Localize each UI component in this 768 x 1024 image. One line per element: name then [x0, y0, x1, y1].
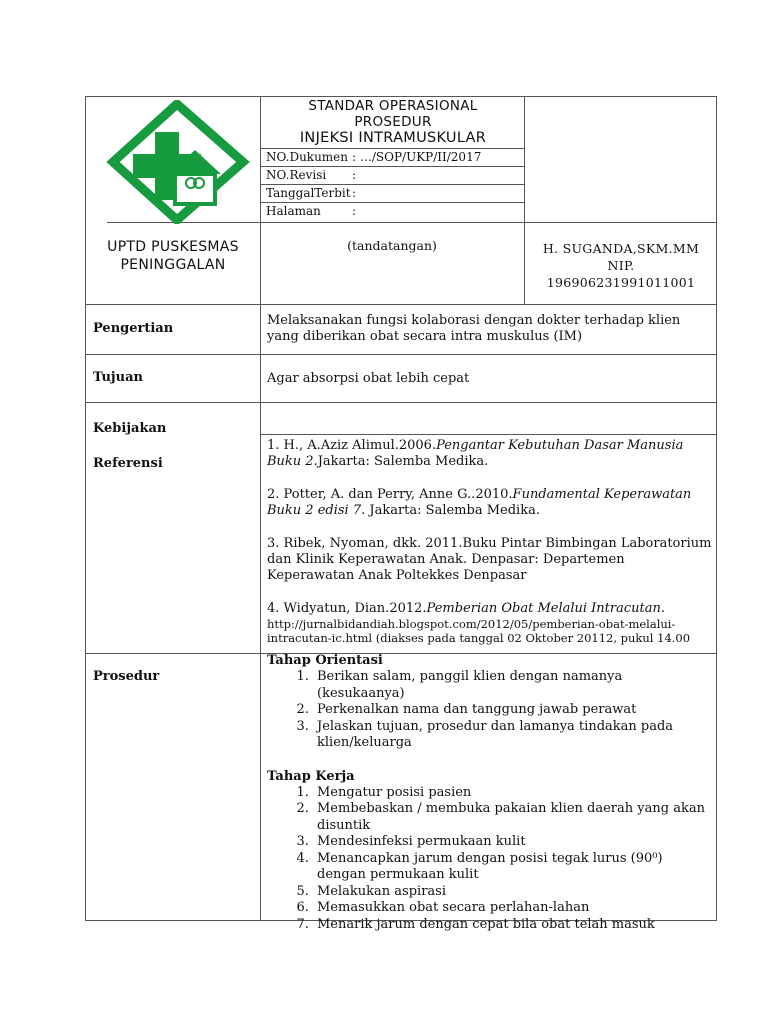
org-name-line1: UPTD PUSKESMAS: [107, 239, 239, 255]
column-divider-left: [260, 96, 261, 921]
signatory-name: H. SUGANDA,SKM.MM: [542, 241, 700, 256]
label-referensi: Referensi: [93, 456, 163, 471]
list-item: 6. Memasukkan obat secara perlahan-lahan: [313, 900, 713, 917]
list-kerja: [267, 785, 713, 934]
meta-row-line: [260, 166, 524, 167]
header-bottom-line: [85, 304, 717, 305]
list-item: 3. Jelaskan tujuan, prosedur dan lamanya tindakan pada klien/keluarga: [313, 719, 713, 752]
list-item: 1. Berikan salam, panggil klien dengan namanya (kesukaanya): [313, 669, 713, 702]
label-prosedur: Prosedur: [93, 669, 160, 684]
list-orientasi: [267, 669, 713, 752]
list-item: 4. Menancapkan jarum dengan posisi tegak lurus (90⁰) dengan permukaan kulit: [313, 851, 713, 884]
puskesmas-cross-house-logo-icon: [105, 100, 250, 224]
referensi-list: [267, 438, 713, 645]
reference-item: 3. Ribek, Nyoman, dkk. 2011.Buku Pintar Bimbingan Laboratorium dan Klinik Keperawatan Anak. Denpasar: Departemen Keperawatan Anak Poltekkes Denpasar: [267, 536, 712, 583]
document-title: STANDAR OPERASIONAL PROSEDUR INJEKSI INTRAMUSKULAR: [299, 98, 487, 146]
heading-tahap-kerja: Tahap Kerja: [267, 768, 355, 784]
text-pengertian: Melaksanakan fungsi kolaborasi dengan dokter terhadap klien yang diberikan obat secara intra muskulus (IM): [267, 313, 681, 344]
heading-tahap-orientasi: Tahap Orientasi: [267, 653, 383, 668]
meta-row-line: [260, 202, 524, 203]
column-divider-right: [524, 96, 525, 304]
signatory-nip-label: NIP.: [607, 258, 635, 273]
meta-row-line: [260, 184, 524, 185]
text-tujuan: Agar absorpsi obat lebih cepat: [267, 371, 470, 386]
row-line-pengertian: [85, 354, 717, 355]
org-name-line2: PENINGGALAN: [120, 257, 226, 273]
list-item: 7. Menarik jarum dengan cepat bila obat telah masuk: [313, 917, 713, 934]
meta-tanggal-terbit: TanggalTerbit:: [266, 186, 357, 200]
meta-no-revisi: NO.Revisi :: [266, 168, 357, 182]
signature-placeholder: (tandatangan): [347, 238, 437, 253]
list-item: 5. Melakukan aspirasi: [313, 884, 713, 901]
list-item: 2. Perkenalkan nama dan tanggung jawab perawat: [313, 702, 713, 719]
list-item: 3. Mendesinfeksi permukaan kulit: [313, 834, 713, 851]
meta-row-line: [260, 148, 524, 149]
signatory-block: [526, 240, 716, 291]
reference-item: 4. Widyatun, Dian.2012.Pemberian Obat Melalui Intracutan. http://jurnalbidandiah.blogspot.com/2012/05/pemberian-obat-melalui-intracutan-ic.html (diakses pada tanggal 02 Oktober 20112, pukul 14.00: [267, 601, 713, 645]
label-tujuan: Tujuan: [93, 370, 143, 385]
prosedur-content: [267, 653, 713, 933]
reference-item: 1. H., A.Aziz Alimul.2006.Pengantar Kebutuhan Dasar Manusia Buku 2.Jakarta: Salemba Medika.: [267, 438, 684, 469]
label-kebijakan: Kebijakan: [93, 421, 167, 436]
meta-halaman: Halaman :: [266, 204, 357, 218]
row-line-kebijakan: [260, 434, 717, 435]
list-item: 1. Mengatur posisi pasien: [313, 785, 713, 802]
meta-no-dokumen: NO.Dukumen : …/SOP/UKP/II/2017: [266, 150, 482, 164]
label-pengertian: Pengertian: [93, 321, 174, 336]
reference-item: 2. Potter, A. dan Perry, Anne G..2010.Fundamental Keperawatan Buku 2 edisi 7. Jakarta: Salemba Medika.: [267, 487, 692, 518]
signatory-nip: 196906231991011001: [546, 275, 696, 290]
list-item: 2. Membebaskan / membuka pakaian klien daerah yang akan disuntik: [313, 801, 713, 834]
row-line-tujuan: [85, 402, 717, 403]
reference-url[interactable]: http://jurnalbidandiah.blogspot.com/2012/05/pemberian-obat-melalui-intracutan-ic.html (diakses pada tanggal 02 Oktober 20112, pukul 14.00: [267, 617, 691, 645]
